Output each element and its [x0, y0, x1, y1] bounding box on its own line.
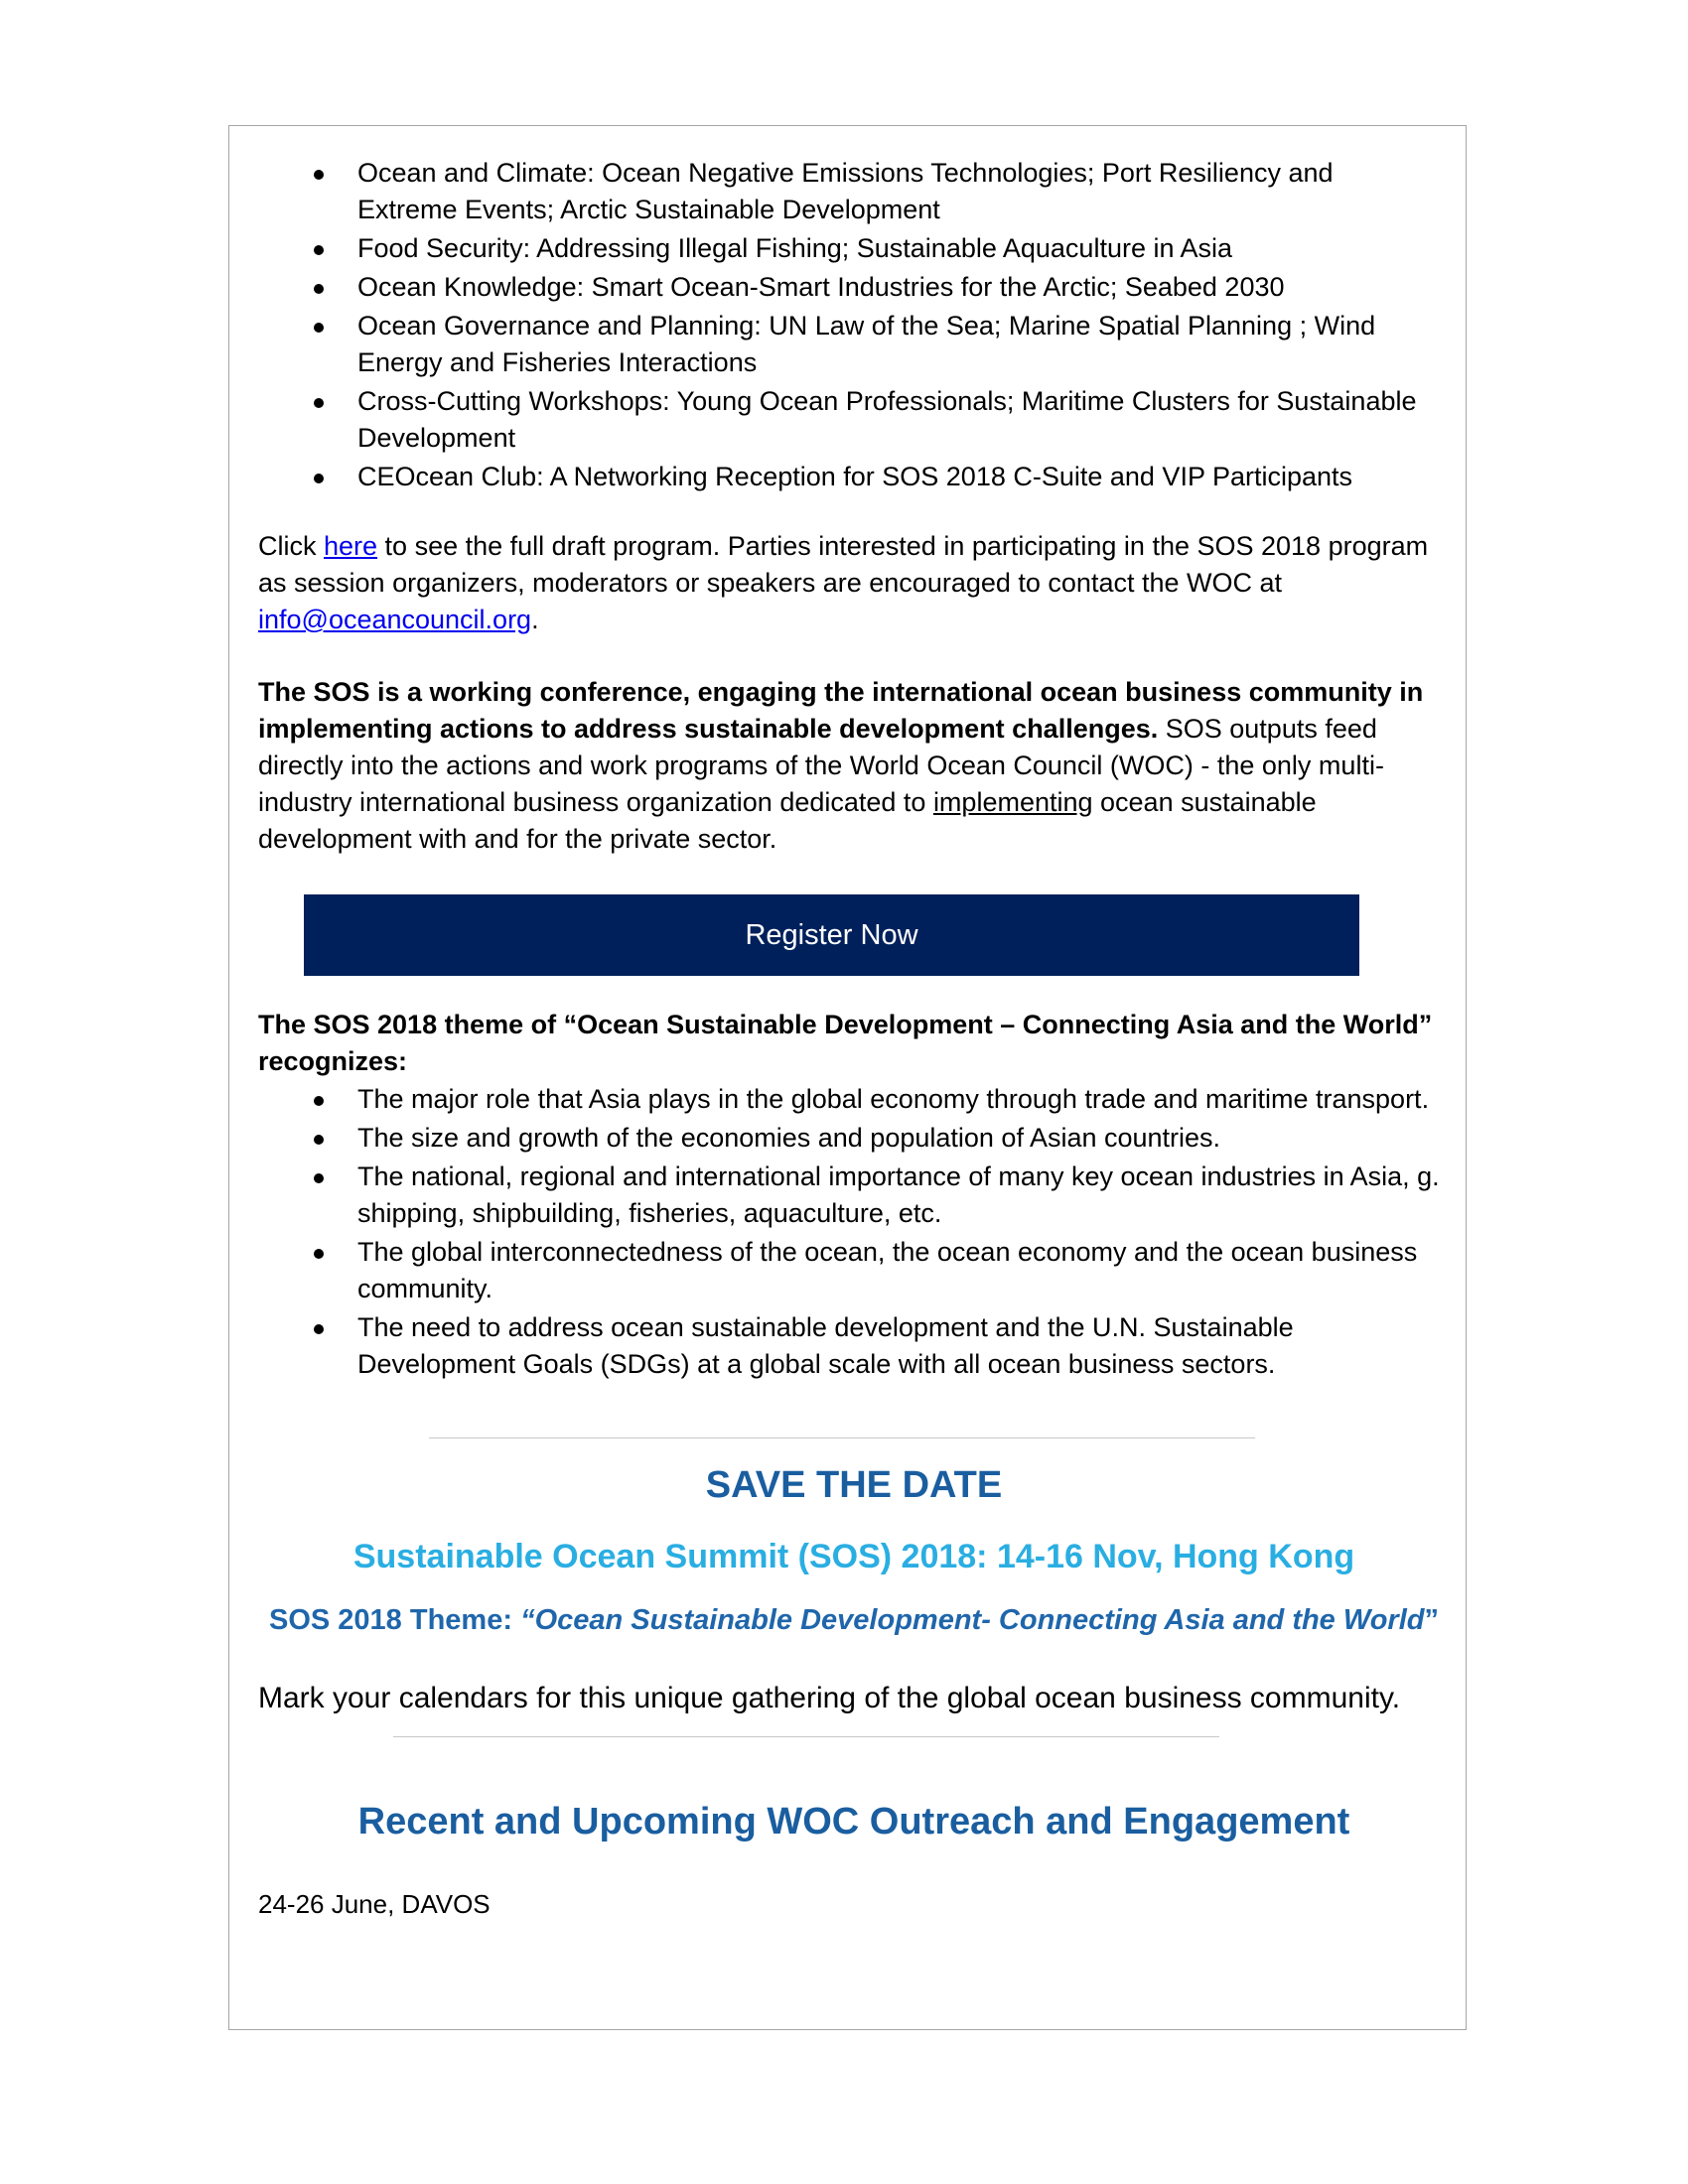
list-item: Food Security: Addressing Illegal Fishing; Sustainable Aquaculture in Asia — [258, 230, 1440, 267]
bullet-icon — [314, 1173, 324, 1183]
section-divider — [393, 1736, 1219, 1737]
register-now-button[interactable]: Register Now — [304, 894, 1359, 976]
summit-title: Sustainable Ocean Summit (SOS) 2018: 14-16 Nov, Hong Kong — [352, 1538, 1355, 1575]
list-item: The size and growth of the economies and population of Asian countries. — [258, 1120, 1440, 1157]
topics-list — [258, 155, 1450, 495]
bullet-icon — [314, 1249, 324, 1259]
list-item: Ocean and Climate: Ocean Negative Emissions Technologies; Port Resiliency and Extreme Events; Arctic Sustainable Development — [258, 155, 1440, 228]
list-item: The need to address ocean sustainable development and the U.N. Sustainable Development Goals (SDGs) at a global scale with all ocean business sectors. — [258, 1309, 1440, 1383]
theme-intro: The SOS 2018 theme of “Ocean Sustainable Development – Connecting Asia and the World” recognizes: — [258, 1010, 1433, 1076]
bullet-icon — [314, 323, 324, 333]
outreach-event-date: 24-26 June, DAVOS — [258, 1889, 491, 1919]
list-item: Cross-Cutting Workshops: Young Ocean Professionals; Maritime Clusters for Sustainable Development — [258, 383, 1440, 457]
newsletter-content — [258, 155, 1450, 1922]
bullet-icon — [314, 245, 324, 255]
working-conference-lead: The SOS is a working conference, engaging the international ocean business community in implementing actions to address sustainable development challenges. — [258, 677, 1424, 744]
bullet-icon — [314, 1096, 324, 1106]
list-item: The national, regional and international importance of many key ocean industries in Asia, g. shipping, shipbuilding, fisheries, aquaculture, etc. — [258, 1159, 1440, 1232]
bullet-icon — [314, 474, 324, 483]
list-item: CEOcean Club: A Networking Reception for SOS 2018 C-Suite and VIP Participants — [258, 459, 1440, 495]
save-the-date-heading: SAVE THE DATE — [705, 1464, 1003, 1506]
outreach-heading: Recent and Upcoming WOC Outreach and Engagement — [357, 1801, 1350, 1843]
list-item: The global interconnectedness of the ocean, the ocean economy and the ocean business community. — [258, 1234, 1440, 1307]
bullet-icon — [314, 398, 324, 408]
summit-theme-title: Ocean Sustainable Development- Connecting Asia and the World — [534, 1604, 1425, 1636]
implementing-emphasis: implementing — [932, 787, 1093, 817]
working-conference-paragraph: The SOS is a working conference, engaging the international ocean business community in implementing actions to address sustainable development challenges. SOS outputs feed directly into the actions and work programs of the World Ocean Council (WOC) - the only multi-industry international business organization dedicated to implementing ocean sustainable development with and for the private sector. — [258, 677, 1424, 854]
list-item: The major role that Asia plays in the global economy through trade and maritime transport. — [258, 1081, 1440, 1118]
list-item: Ocean Governance and Planning: UN Law of the Sea; Marine Spatial Planning ; Wind Energy and Fisheries Interactions — [258, 308, 1440, 381]
bullet-icon — [314, 170, 324, 180]
program-paragraph: Click here to see the full draft program. Parties interested in participating in the SOS 2018 program as session organizers, moderators or speakers are encouraged to contact the WOC at info@oceancouncil.org. — [258, 531, 1429, 634]
section-divider — [429, 1437, 1255, 1438]
theme-points-list — [258, 1081, 1450, 1383]
list-item: Ocean Knowledge: Smart Ocean-Smart Industries for the Arctic; Seabed 2030 — [258, 269, 1440, 306]
email-link[interactable]: info@oceancouncil.org — [258, 605, 532, 634]
bullet-icon — [314, 1324, 324, 1334]
here-link[interactable]: here — [324, 531, 378, 561]
bullet-icon — [314, 284, 324, 294]
calendar-note: Mark your calendars for this unique gathering of the global ocean business community. — [258, 1682, 1401, 1714]
summit-theme: SOS 2018 Theme: “Ocean Sustainable Development- Connecting Asia and the World” — [269, 1604, 1439, 1636]
bullet-icon — [314, 1135, 324, 1145]
